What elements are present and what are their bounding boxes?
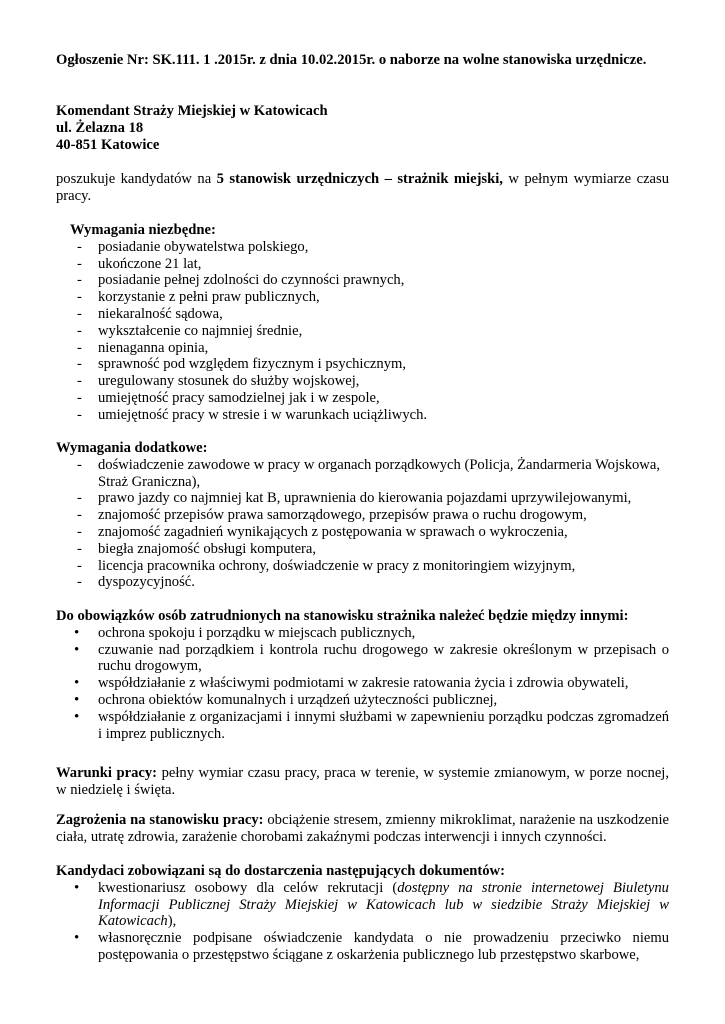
list-item: - posiadanie pełnej zdolności do czynności prawnych, <box>56 272 669 289</box>
list-item: • ochrona spokoju i porządku w miejscach publicznych, <box>56 625 669 642</box>
list-item: - licencja pracownika ochrony, doświadczenie w pracy z monitoringiem wizyjnym, <box>56 558 669 575</box>
list-item: - ukończone 21 lat, <box>56 256 669 273</box>
list-item: - nienaganna opinia, <box>56 340 669 357</box>
intro-text-after: w pełnym wymiarze czasu pracy. <box>56 171 669 204</box>
announcement-title: Ogłoszenie Nr: SK.111. 1 .2015r. z dnia 10.02.2015r. o naborze na wolne stanowiska urzędnicze. <box>56 52 647 68</box>
list-item: - posiadanie obywatelstwa polskiego, <box>56 239 669 256</box>
documents-heading: Kandydaci zobowiązani są do dostarczenia następujących dokumentów: <box>56 863 505 879</box>
duties-section <box>56 608 669 742</box>
documents-list-item: • własnoręcznie podpisane oświadczenie kandydata o nie prowadzeniu przeciwko niemu postępowania o przestępstwo ściągane z oskarżenia publicznego lub przestępstwo skarbowe, <box>56 930 669 964</box>
address-line-3: 40-851 Katowice <box>56 136 160 153</box>
list-item: - prawo jazdy co najmniej kat B, uprawnienia do kierowania pojazdami uprzywilejowanymi, <box>56 490 669 507</box>
additional-heading: Wymagania dodatkowe: <box>56 440 208 456</box>
documents-section <box>56 863 669 964</box>
list-item: • współdziałanie z właściwymi podmiotami w zakresie ratowania życia i zdrowia obywateli, <box>56 675 669 692</box>
required-heading: Wymagania niezbędne: <box>70 222 216 238</box>
duties-heading: Do obowiązków osób zatrudnionych na stanowisku strażnika należeć będzie między innymi: <box>56 608 629 624</box>
list-item: - umiejętność pracy w stresie i w warunkach uciążliwych. <box>56 407 669 424</box>
doc-item1-before: kwestionariusz osobowy dla celów rekrutacji ( <box>98 879 398 896</box>
conditions-label: Warunki pracy: <box>56 765 158 781</box>
address-line-2: ul. Żelazna 18 <box>56 119 144 136</box>
conditions-paragraph <box>56 765 669 799</box>
address-block <box>56 103 669 153</box>
doc-item1-after: ), <box>167 913 177 930</box>
list-item: - niekaralność sądowa, <box>56 306 669 323</box>
required-section <box>56 222 669 424</box>
duties-list <box>56 625 669 743</box>
doc-item1-italic: dostępny na stronie internetowej Biuletynu Informacji Publicznej Straży Miejskiej w Katowicach lub w siedzibie Straży Miejskiej w Katowicach <box>98 879 669 930</box>
list-item: - doświadczenie zawodowe w pracy w organach porządkowych (Policja, Żandarmeria Wojskowa, Straż Graniczna), <box>56 457 669 491</box>
list-item: - umiejętność pracy samodzielnej jak i w zespole, <box>56 390 669 407</box>
list-item: - znajomość przepisów prawa samorządowego, przepisów prawa o ruchu drogowym, <box>56 507 669 524</box>
list-item: - znajomość zagadnień wynikających z postępowania w sprawach o wykroczenia, <box>56 524 669 541</box>
intro-paragraph <box>56 171 669 205</box>
additional-list <box>56 457 669 591</box>
list-item: - dyspozycyjność. <box>56 574 669 591</box>
list-item: • współdziałanie z organizacjami i innymi służbami w zapewnieniu porządku podczas zgromadzeń i imprez publicznych. <box>56 709 669 743</box>
list-item: - korzystanie z pełni praw publicznych, <box>56 289 669 306</box>
conditions-text: pełny wymiar czasu pracy, praca w terenie, w systemie zmianowym, w porze nocnej, w niedzielę i święta. <box>56 765 670 798</box>
list-item: - wykształcenie co najmniej średnie, <box>56 323 669 340</box>
list-item: - uregulowany stosunek do służby wojskowej, <box>56 373 669 390</box>
list-item: - sprawność pod względem fizycznym i psychicznym, <box>56 356 669 373</box>
additional-section <box>56 440 669 591</box>
documents-list-item <box>56 880 669 930</box>
hazards-paragraph <box>56 812 669 846</box>
address-line-1: Komendant Straży Miejskiej w Katowicach <box>56 103 328 119</box>
intro-position-count: 5 stanowisk urzędniczych – strażnik miejski, <box>216 171 503 187</box>
documents-list <box>56 880 669 964</box>
hazards-text: obciążenie stresem, zmienny mikroklimat, narażenie na uszkodzenie ciała, utratę zdrowia, zarażenie chorobami zakaźnymi podczas interwencji i innych czynności. <box>56 812 669 845</box>
list-item: • ochrona obiektów komunalnych i urządzeń użyteczności publicznej, <box>56 692 669 709</box>
list-item: - biegła znajomość obsługi komputera, <box>56 541 669 558</box>
list-item: • czuwanie nad porządkiem i kontrola ruchu drogowego w zakresie określonym w przepisach o ruchu drogowym, <box>56 642 669 676</box>
hazards-label: Zagrożenia na stanowisku pracy: <box>56 812 264 828</box>
required-list <box>56 239 669 424</box>
intro-text-before: poszukuje kandydatów na <box>56 171 217 187</box>
